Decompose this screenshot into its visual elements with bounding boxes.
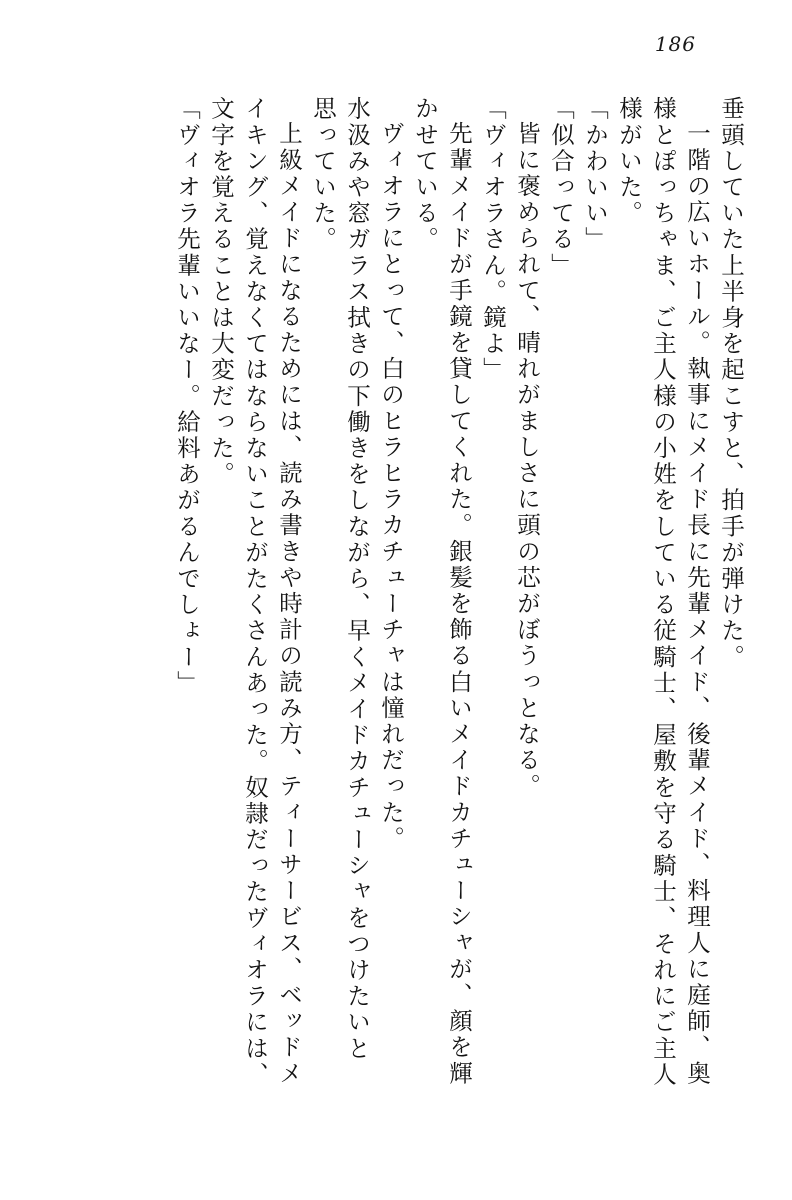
text-line: 先輩メイドが手鏡を貸してくれた。銀髪を飾る白いメイドカチューシャが、顔を輝 [445, 121, 473, 1087]
text-line: 皆に褒められて、晴れがましさに頭の芯がぼうっとなる。 [513, 121, 541, 800]
text-line: 「ヴィオラ先輩いいなー。給料あがるんでしょー」 [173, 96, 201, 697]
text-line: 「ヴィオラさん。鏡よ」 [479, 96, 507, 384]
text-line: かせている。 [411, 96, 439, 253]
text-line: 上級メイドになるためには、読み書きや時計の読み方、ティーサービス、ベッドメ [275, 121, 303, 1087]
text-line: 「似合ってる」 [547, 96, 575, 279]
text-line: 一階の広いホール。執事にメイド長に先輩メイド、後輩メイド、料理人に庭師、奥 [683, 121, 711, 1087]
text-line: イキング、覚えなくてはならないことがたくさんあった。奴隷だったヴィオラには、 [241, 96, 269, 1088]
body-text [34, 96, 745, 1136]
text-line: 様がいた。 [615, 96, 643, 227]
text-line: ヴィオラにとって、白のヒラヒラカチューチャは憧れだった。 [377, 121, 405, 852]
text-line: 垂頭していた上半身を起こすと、拍手が弾けた。 [717, 96, 745, 671]
text-line: 「かわいい」 [581, 96, 609, 253]
text-line: 文字を覚えることは大変だった。 [207, 96, 235, 488]
text-line: 様とぽっちゃま、ご主人様の小姓をしている従騎士、屋敷を守る騎士、それにご主人 [649, 96, 677, 1088]
text-line: 水汲みや窓ガラス拭きの下働きをしながら、早くメイドカチューシャをつけたいと [343, 96, 371, 1062]
page-number: 186 [654, 32, 696, 56]
text-line: 思っていた。 [309, 96, 337, 253]
